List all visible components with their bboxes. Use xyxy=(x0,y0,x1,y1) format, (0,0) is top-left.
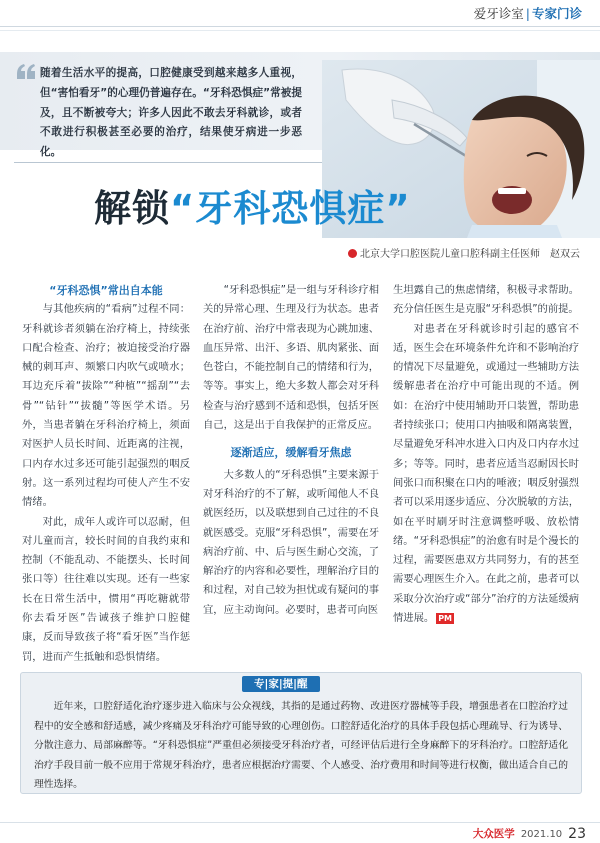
article-column-2 xyxy=(203,281,379,620)
expert-tips-text: 近年来，口腔舒适化治疗逐步进入临床与公众视线，其指的是通过药物、改进医疗器械等手段，增强患者在口腔治疗过程中的安全感和舒适感，减少疼痛及牙科治疗可能导致的心理创伤。口腔舒适化治疗的具体手段包括心理疏导、行为诱导、分散注意力、局部麻醉等。“牙科恐惧症”严重但必须接受牙科治疗者，可经评估后进行全身麻醉下的牙科治疗。口腔舒适化治疗手段目前一般不应用于常规牙科治疗，患者应根据治疗需要、个人感受、治疗费用和时间等进行权衡，做出适合自己的理性选择。 xyxy=(34,701,568,790)
section-tag xyxy=(474,4,582,22)
col1-paragraph-1: 与其他疾病的“看病”过程不同：牙科就诊者须躺在治疗椅上，持续张口配合检查、治疗；被迫接受治疗器械的刺耳声、频繁口内吹气或喷水；耳边充斥着“拔除”“种植”“摇刮”“去骨”“钻针”“拔髓”等医学术语。另外，当患者躺在牙科治疗椅上，须面对医护人员长时间、近距离的注视，口内存水过多还可能引起强烈的咽反射。这一系列过程均可使人产生不安情绪。 xyxy=(22,303,190,509)
article-column-1 xyxy=(22,281,190,667)
expert-tips-heading: 专|家|提|醒 xyxy=(242,676,320,692)
section-name: 爱牙诊室 xyxy=(473,6,524,21)
footer-divider xyxy=(0,822,600,823)
col2-paragraph-2: 大多数人的“牙科恐惧”主要来源于对牙科治疗的不了解，或听闻他人不良就医经历，以及联想到自己过往的不良就医感受。克服“牙科恐惧”，需要在牙病治疗前、中、后与医生耐心交流，了解治疗的内容和必要性，理解治疗目的和过程，对自己较为担忧或有疑问的事宜，应主动询问。必要时，患者可向医 xyxy=(203,468,379,616)
title-part-topic: “牙科恐惧症” xyxy=(170,187,411,230)
end-mark: PM xyxy=(438,614,453,624)
col3-paragraph-2 xyxy=(393,320,579,629)
col3-paragraph-2-text: 对患者在牙科就诊时引起的感官不适，医生会在环境条件允许和不影响治疗的情况下尽量避免，或通过一些辅助方法缓解患者在治疗中可能出现的不适。例如：在治疗中使用辅助开口装置，帮助患者持续张口；使用口内抽吸和隔离装置，尽量避免牙科冲水进入口内及口内存水过多；等等。同时，患者应适当忍耐因长时间张口而积聚在口内的唾液；咽反射强烈者可以采用逐步适应、分次脱敏的方法，如在平时刷牙时注意调整呼吸、放松情绪。“牙科恐惧症”的治愈有时是个漫长的过程，需要医患双方共同努力，有的甚至需要心理医生介入。在此之前，患者可以采取分次治疗或“部分”治疗的方法延缓病情进展。 xyxy=(393,322,579,625)
section-separator: | xyxy=(525,6,530,21)
article-lead: 随着生活水平的提高，口腔健康受到越来越多人重视，但“害怕看牙”的心理仍普遍存在。“牙科恐惧症”常被提及，且不断被夸大；许多人因此不敢去牙科就诊，或者不敢进行积极甚至必要的治疗，结果使牙病进一步恶化。 xyxy=(40,67,302,159)
author-text: 北京大学口腔医院儿童口腔科副主任医师 赵双云 xyxy=(360,249,580,260)
author-byline xyxy=(348,245,580,260)
header-divider xyxy=(0,26,600,27)
quote-icon xyxy=(14,60,38,84)
magazine-logo: 大众医学 xyxy=(472,828,515,840)
issue-date: 2021.10 xyxy=(520,829,563,840)
author-marker-icon xyxy=(348,249,357,258)
header-divider-thin xyxy=(0,30,600,31)
col3-paragraph-1: 生坦露自己的焦虑情绪，积极寻求帮助。充分信任医生是克服“牙科恐惧”的前提。 xyxy=(393,284,579,316)
col1-paragraph-2: 对此，成年人或许可以忍耐，但对儿童而言，较长时间的自我约束和控制（不能乱动、不能摆头、长时间张口等）往往难以实现。还有一些家长在日常生活中，惯用“再吃糖就带你去看牙医”告诫孩子维护口腔健康，反而导致孩子将“看牙医”当作惩罚，进而产生抵触和恐惧情绪。 xyxy=(22,515,190,663)
page-footer xyxy=(473,826,586,842)
col2-paragraph-1: “牙科恐惧症”是一组与牙科诊疗相关的异常心理、生理及行为状态。患者在治疗前、治疗中常表现为心跳加速、血压异常、出汗、多语、肌肉紧张、面色苍白，不能控制自己的情绪和行为，等等。事实上，绝大多数人都会对牙科检查与治疗感到不适和恐惧，包括牙医自己，这是出于自我保护的正常反应。 xyxy=(203,284,379,432)
article-column-3 xyxy=(393,281,579,628)
lead-divider xyxy=(14,162,322,163)
title-part-unlock: 解锁 xyxy=(94,187,170,230)
page-number: 23 xyxy=(568,826,586,842)
subheading-instinct: “牙科恐惧”常出自本能 xyxy=(49,284,163,297)
column-name: 专家门诊 xyxy=(531,6,582,21)
article-title xyxy=(94,178,411,232)
subheading-adapt: 逐渐适应，缓解看牙焦虑 xyxy=(230,446,352,460)
